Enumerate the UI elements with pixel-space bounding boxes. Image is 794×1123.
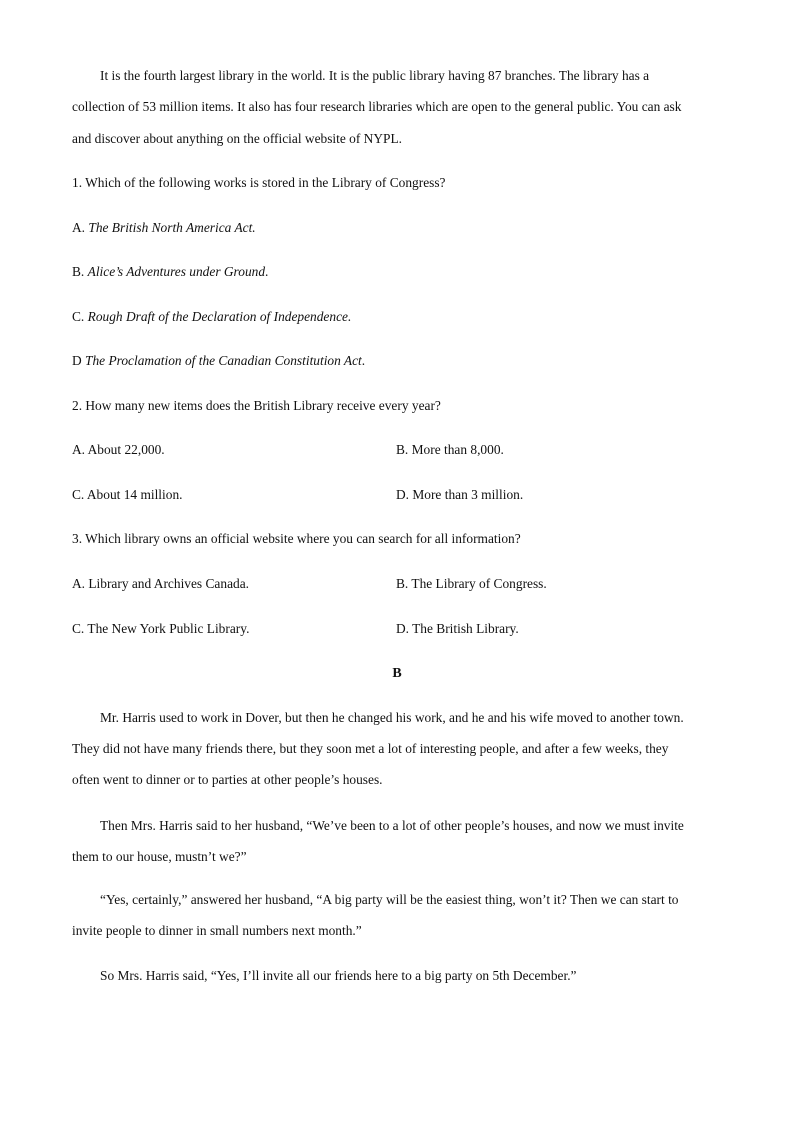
section-b-heading: B bbox=[392, 666, 402, 681]
option-letter: A. bbox=[72, 220, 89, 235]
option-period: . bbox=[265, 264, 269, 279]
section-b-paragraph-3-line-2: invite people to dinner in small numbers next month.” bbox=[72, 923, 362, 938]
option-title: The Proclamation of the Canadian Constitution Act bbox=[85, 353, 362, 368]
option-letter: C. bbox=[72, 309, 88, 324]
question-2-option-d: D. More than 3 million. bbox=[396, 487, 524, 502]
option-title: The British North America Act bbox=[88, 220, 253, 235]
question-3-option-d: D. The British Library. bbox=[396, 621, 519, 636]
section-b-paragraph-2-line-2: them to our house, mustn’t we?” bbox=[72, 849, 247, 864]
section-b-paragraph-1-line-1: Mr. Harris used to work in Dover, but then he changed his work, and he and his wife moved to another town. bbox=[100, 710, 684, 725]
question-1-option-c bbox=[72, 309, 351, 325]
question-2-stem: 2. How many new items does the British Library receive every year? bbox=[72, 398, 441, 413]
question-2-option-a: A. About 22,000. bbox=[72, 442, 165, 457]
section-b-paragraph-1-line-3: often went to dinner or to parties at other people’s houses. bbox=[72, 772, 383, 787]
passage-a-line-3: and discover about anything on the official website of NYPL. bbox=[72, 131, 402, 146]
question-2-option-c: C. About 14 million. bbox=[72, 487, 183, 502]
question-1-option-b bbox=[72, 264, 268, 280]
question-1-option-d bbox=[72, 353, 365, 369]
question-3-option-b: B. The Library of Congress. bbox=[396, 576, 547, 591]
passage-a-line-2: collection of 53 million items. It also has four research libraries which are open to the general public. You can ask bbox=[72, 99, 682, 114]
section-b-paragraph-4-line-1: So Mrs. Harris said, “Yes, I’ll invite all our friends here to a big party on 5th December.” bbox=[100, 968, 577, 983]
question-3-stem: 3. Which library owns an official website where you can search for all information? bbox=[72, 531, 521, 546]
section-b-paragraph-3-line-1: “Yes, certainly,” answered her husband, “A big party will be the easiest thing, won’t it? Then we can start to bbox=[100, 892, 679, 907]
option-period: . bbox=[361, 353, 366, 368]
passage-a-line-1: It is the fourth largest library in the world. It is the public library having 87 branches. The library has a bbox=[100, 68, 650, 83]
section-b-paragraph-1-line-2: They did not have many friends there, but they soon met a lot of interesting people, and after a few weeks, they bbox=[72, 741, 669, 756]
option-title: Rough Draft of the Declaration of Independence bbox=[87, 309, 348, 324]
question-1-stem: 1. Which of the following works is stored in the Library of Congress? bbox=[72, 175, 446, 190]
question-3-option-a: A. Library and Archives Canada. bbox=[72, 576, 249, 591]
option-letter: D bbox=[72, 353, 86, 368]
option-title: Alice’s Adventures under Ground bbox=[87, 264, 266, 279]
option-period: . bbox=[252, 220, 256, 235]
question-2-option-b: B. More than 8,000. bbox=[396, 442, 504, 457]
section-b-paragraph-2-line-1: Then Mrs. Harris said to her husband, “We’ve been to a lot of other people’s houses, and now we must invite bbox=[100, 818, 684, 833]
question-1-option-a bbox=[72, 220, 256, 236]
option-letter: B. bbox=[72, 264, 88, 279]
option-period: . bbox=[347, 309, 352, 324]
question-3-option-c: C. The New York Public Library. bbox=[72, 621, 250, 636]
